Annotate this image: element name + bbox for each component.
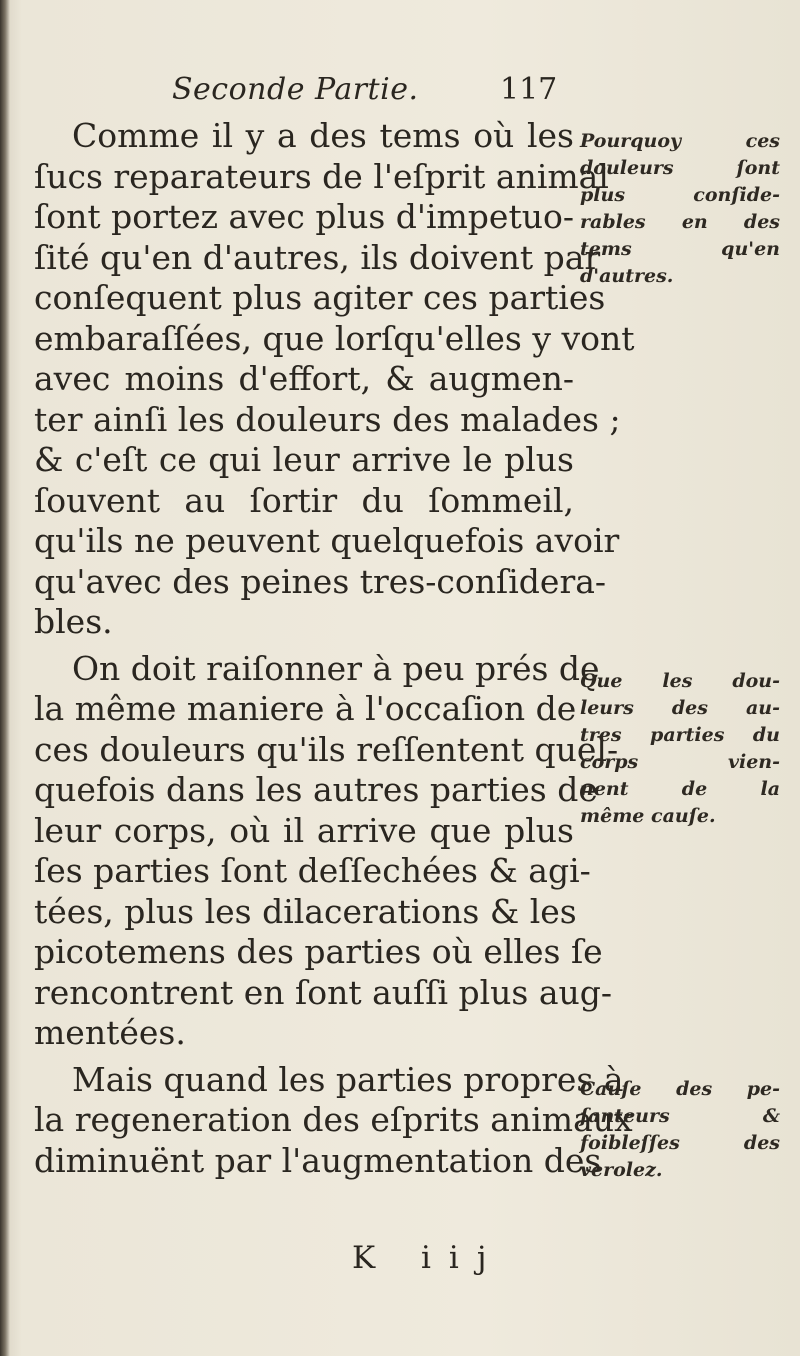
margin-note-line: nent de la bbox=[580, 778, 780, 800]
margin-note-line: même cauſe. bbox=[580, 805, 716, 827]
margin-note-line: d'autres. bbox=[580, 265, 674, 287]
text-line: ſouvent au ſortir du ſommeil, bbox=[34, 480, 574, 520]
page-gutter bbox=[0, 0, 10, 1356]
paragraph-1 bbox=[34, 116, 635, 643]
text-line: conſequent plus agiter ces parties bbox=[34, 278, 606, 317]
text-line: On doit raiſonner à peu prés de bbox=[72, 648, 600, 688]
running-head: Seconde Partie. bbox=[172, 72, 419, 107]
margin-note-3 bbox=[580, 1076, 780, 1184]
text-line: rencontrent en ſont auſſi plus aug- bbox=[34, 972, 613, 1012]
page-header bbox=[0, 72, 800, 116]
signature-area bbox=[0, 1240, 800, 1282]
text-line: ſont portez avec plus d'impetuo- bbox=[34, 197, 574, 236]
text-line: leur corps, où il arrive que plus bbox=[34, 810, 574, 850]
margin-note-line: ſanteurs & bbox=[580, 1105, 780, 1127]
text-line: qu'ils ne peuvent quelquefois avoir bbox=[34, 521, 620, 560]
text-line: ces douleurs qu'ils reſſentent quel- bbox=[34, 729, 619, 769]
margin-note-line: tres parties du bbox=[580, 724, 780, 746]
text-line: ter ainſi les douleurs des malades ; bbox=[34, 399, 621, 439]
margin-note-line: verolez. bbox=[580, 1159, 663, 1181]
text-line: ſité qu'en d'autres, ils doivent par bbox=[34, 237, 601, 277]
text-line: qu'avec des peines tres-conſidera- bbox=[34, 561, 607, 601]
margin-note-1 bbox=[580, 128, 780, 290]
text-line: la regeneration des eſprits animaux bbox=[34, 1100, 633, 1139]
text-line: embaraſſées, que lorſqu'elles y vont bbox=[34, 318, 635, 358]
text-line: la même maniere à l'occaſion de bbox=[34, 689, 577, 728]
margin-note-2 bbox=[580, 668, 780, 830]
margin-note-line: Cauſe des pe- bbox=[580, 1078, 780, 1100]
signature-mark: K iij bbox=[352, 1240, 505, 1276]
margin-note-line: foibleſſes des bbox=[580, 1132, 780, 1154]
text-line: picotemens des parties où elles ſe bbox=[34, 932, 603, 971]
text-line: bles. bbox=[34, 602, 113, 641]
margin-note-line: rables en des bbox=[580, 211, 780, 233]
text-line: tées, plus les dilacerations & les bbox=[34, 891, 577, 931]
margin-note-line: leurs des au- bbox=[580, 697, 780, 719]
text-line: Comme il y a des tems où les bbox=[72, 116, 574, 155]
text-line: diminuënt par l'augmentation des bbox=[34, 1140, 602, 1180]
margin-note-line: tems qu'en bbox=[580, 238, 780, 260]
page-number: 117 bbox=[500, 72, 558, 107]
margin-note-line: Pourquoy ces bbox=[580, 130, 780, 152]
text-line: ſucs reparateurs de l'eſprit animal bbox=[34, 156, 609, 196]
margin-note-line: plus conſide- bbox=[580, 184, 780, 206]
text-line: Mais quand les parties propres à bbox=[72, 1059, 624, 1099]
margin-note-line: corps vien- bbox=[580, 751, 780, 773]
margin-note-line: douleurs ſont bbox=[580, 157, 780, 179]
text-line: mentées. bbox=[34, 1013, 186, 1052]
text-line: ſes parties ſont deſſechées & agi- bbox=[34, 851, 591, 890]
text-line: quefois dans les autres parties de bbox=[34, 770, 598, 809]
text-line: avec moins d'effort, & augmen- bbox=[34, 359, 574, 398]
text-line: & c'eſt ce qui leur arrive le plus bbox=[34, 440, 574, 479]
margin-note-line: Que les dou- bbox=[580, 670, 780, 692]
paragraph-2 bbox=[34, 648, 619, 1054]
